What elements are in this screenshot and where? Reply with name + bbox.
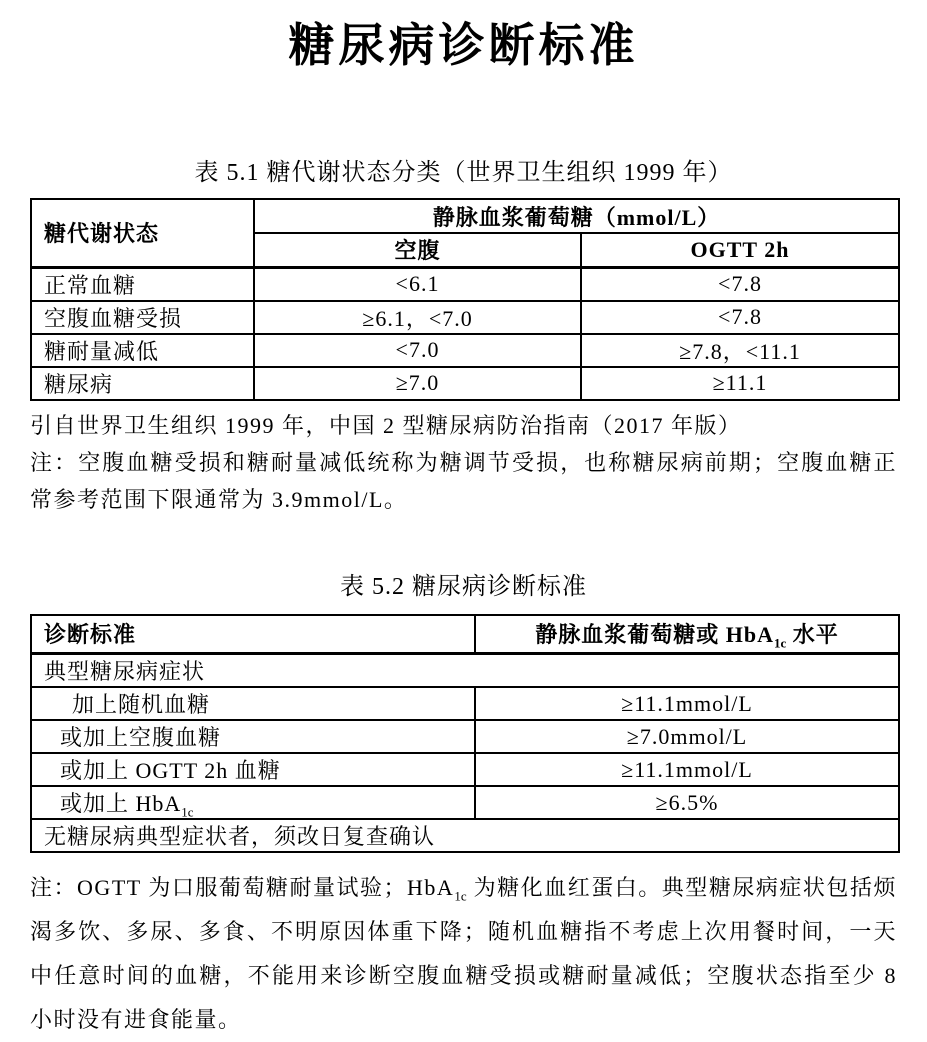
row-label: 糖尿病 [31,367,254,400]
row-label-text: 或加上 HbA [60,791,182,816]
table1-header-venous: 静脉血浆葡萄糖（mmol/L） [254,199,899,233]
row-label: 加上随机血糖 [31,687,475,720]
page-title: 糖尿病诊断标准 [288,20,639,71]
note-text: 为糖化血红蛋白。典型糖尿病症状包括烦渴多饮、多尿、多食、不明原因体重下降；随机血糖指不考虑上次用餐时间，一天中任意时间的血糖，不能用来诊断空腹血糖受损或糖耐量减低；空腹状态指至少 8 小时没有进食能量。 [30,875,897,1032]
fasting-value: ≥6.1，<7.0 [254,301,581,334]
row-label: 无糖尿病典型症状者，须改日复查确认 [31,819,899,852]
table1-source-line: 引自世界卫生组织 1999 年，中国 2 型糖尿病防治指南（2017 年版） [30,412,742,438]
ogtt-value: <7.8 [581,301,899,334]
table1-header-row-1 [31,199,899,233]
row-label: 正常血糖 [31,267,254,301]
table-row-typical-symptoms [31,654,899,688]
hba1c-subscript: 1c [181,804,194,819]
fasting-value: ≥7.0 [254,367,581,400]
row-label: 糖耐量减低 [31,334,254,367]
table-row-diabetes [31,367,899,400]
table1-header-ogtt: OGTT 2h [581,233,899,267]
table-row-fasting-glucose [31,720,899,753]
fasting-value: <7.0 [254,334,581,367]
hba1c-subscript: 1c [454,888,467,904]
table2-header-value [475,615,899,654]
row-label: 空腹血糖受损 [31,301,254,334]
row-value: ≥7.0mmol/L [475,720,899,753]
row-label: 或加上空腹血糖 [31,720,475,753]
table2-header-criteria: 诊断标准 [31,615,475,654]
table-row-normal-glucose [31,267,899,301]
table-row-impaired-tolerance [31,334,899,367]
row-label [31,786,475,819]
table1-note: 注：空腹血糖受损和糖耐量减低统称为糖调节受损，也称糖尿病前期；空腹血糖正常参考范围下限通常为 3.9mmol/L。 [30,449,897,512]
table1-caption: 表 5.1 糖代谢状态分类（世界卫生组织 1999 年） [194,160,733,186]
table2-caption: 表 5.2 糖尿病诊断标准 [340,573,587,600]
header-value-text: 静脉血浆葡萄糖或 HbA [535,622,774,648]
table1-header-state: 糖代谢状态 [31,199,254,267]
row-value: ≥6.5% [475,786,899,819]
fasting-value: <6.1 [254,267,581,301]
table-row-hba1c [31,786,899,819]
table-row-random-glucose [31,687,899,720]
table-row-ogtt-glucose [31,753,899,786]
table-row-impaired-fasting [31,301,899,334]
hba1c-subscript: 1c [773,635,787,651]
ogtt-value: ≥7.8，<11.1 [581,334,899,367]
ogtt-value: ≥11.1 [581,367,899,400]
table2-header-row [31,615,899,654]
glucose-classification-table [30,198,900,401]
table2-note [30,866,897,1042]
row-value: ≥11.1mmol/L [475,687,899,720]
header-value-text: 水平 [786,622,839,648]
ogtt-value: <7.8 [581,267,899,301]
table-row-no-symptoms [31,819,899,852]
row-value: ≥11.1mmol/L [475,753,899,786]
table1-header-fasting: 空腹 [254,233,581,267]
note-text: 注：OGTT 为口服葡萄糖耐量试验；HbA [30,875,455,900]
diabetes-diagnosis-table [30,614,900,854]
row-label: 或加上 OGTT 2h 血糖 [31,753,475,786]
row-label: 典型糖尿病症状 [31,654,899,688]
